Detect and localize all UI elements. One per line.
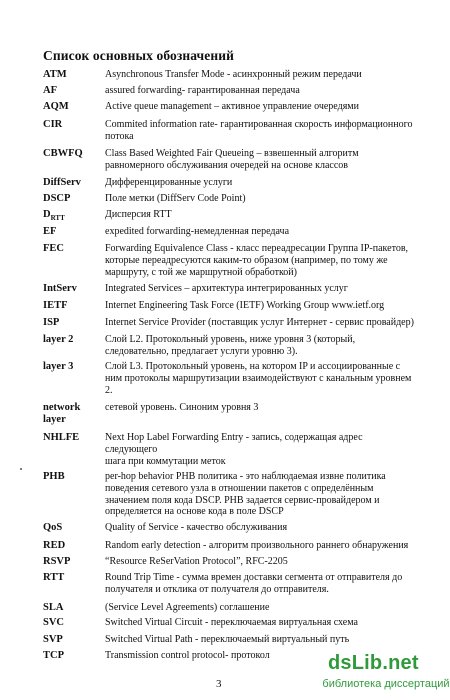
glossary-term: NHLFE [43, 432, 80, 443]
glossary-definition: Random early detection - алгоритм произвольного раннего обнаружения [105, 540, 409, 551]
glossary-definition: Commited information rate- гарантированная скорость информационного потока [105, 119, 413, 142]
glossary-term: AF [43, 85, 57, 96]
glossary-term: RTT [43, 572, 65, 583]
glossary-term: IntServ [43, 283, 77, 294]
glossary-term: $D_{RTT}$ [43, 209, 65, 223]
watermark [322, 650, 450, 700]
glossary-definition: per-hop behavior PHB политика - это наблюдаемая извне политика поведения сетевого узла в отношении пакетов с определённым значением поля кода DSCP. PHB задается сервис-провайдером и определяется на основе кода в поле DSCP [105, 471, 386, 518]
page-number: 3 [216, 678, 222, 690]
glossary-definition: Forwarding Equivalence Class - класс переадресации Группа IP-пакетов, которые переадресуются каким-то образом (например, по тому же маршруту, с той же маршрутной обработкой) [105, 243, 409, 278]
glossary-term: SVP [43, 634, 63, 645]
glossary-definition: Switched Virtual Circuit - переключаемая виртуальная схема [105, 617, 358, 628]
glossary-term: network layer [43, 402, 81, 425]
glossary-definition: Next Hop Label Forwarding Entry - запись, содержащая адрес следующего шага при коммутации меток [105, 432, 363, 467]
glossary-term: RSVP [43, 556, 71, 567]
glossary-term: FEC [43, 243, 64, 254]
glossary-term: PHB [43, 471, 65, 482]
glossary-term: ATM [43, 69, 67, 80]
glossary-definition: assured forwarding- гарантированная передача [105, 85, 300, 96]
glossary-term: AQM [43, 101, 69, 112]
glossary-definition: Integrated Services – архитектура интегрированных услуг [105, 283, 348, 294]
glossary-definition: Internet Engineering Task Force (IETF) Working Group www.ietf.org [105, 300, 385, 311]
margin-dot [20, 468, 22, 470]
glossary-term: layer 2 [43, 334, 74, 345]
glossary-term: layer 3 [43, 361, 74, 372]
glossary-term: DSCP [43, 193, 71, 204]
glossary-term: EF [43, 226, 57, 237]
glossary-definition: Asynchronous Transfer Mode - асинхронный режим передачи [105, 69, 362, 80]
glossary-definition: (Service Level Agreements) соглашение [105, 602, 270, 613]
glossary-definition: Class Based Weighted Fair Queueing – взвешенный алгоритм равномерного обслуживания очередей на основе классов [105, 148, 359, 171]
glossary-term: CIR [43, 119, 63, 130]
glossary-definition: “Resource ReSerVation Protocol”, RFC-2205 [105, 556, 288, 567]
glossary-term: RED [43, 540, 66, 551]
glossary-definition: Quality of Service - качество обслуживания [105, 522, 288, 533]
glossary-definition: Internet Service Provider (поставщик услуг Интернет - сервис провайдер) [105, 317, 414, 328]
glossary-definition: Дисперсия RTT [105, 209, 172, 220]
glossary-term: ISP [43, 317, 60, 328]
watermark-subtitle: библиотека диссертаций [322, 678, 450, 690]
glossary-definition: Active queue management – активное управление очередями [105, 101, 359, 112]
glossary-definition: Поле метки (DiffServ Code Point) [105, 193, 246, 204]
page-heading: Список основных обозначений [43, 48, 234, 63]
glossary-term: SVC [43, 617, 65, 628]
glossary-definition: Switched Virtual Path - переключаемый виртуальный путь [105, 634, 350, 645]
glossary-term: DiffServ [43, 177, 81, 188]
glossary-term: TCP [43, 650, 64, 661]
glossary-term-subscript: RTT [50, 214, 65, 223]
watermark-logo: dsLib.net [328, 652, 419, 674]
glossary-definition: Дифференцированные услуги [105, 177, 233, 188]
glossary-definition: Round Trip Time - сумма времен доставки сегмента от отправителя до получателя и отклика от получателя до отправителя. [105, 572, 403, 595]
glossary-definition: Transmission control protocol- протокол [105, 650, 270, 661]
glossary-definition: Слой L3. Протокольный уровень, на котором IP и ассоциированные с ним протоколы маршрутизации взаимодействуют с канальным уровнем 2. [105, 361, 412, 396]
glossary-definition: expedited forwarding-немедленная передача [105, 226, 290, 237]
glossary-term: QoS [43, 522, 63, 533]
glossary-definition: Слой L2. Протокольный уровень, ниже уровня 3 (который, следовательно, предлагает услуги уровню 3). [105, 334, 356, 357]
glossary-term: IETF [43, 300, 68, 311]
glossary-term: CBWFQ [43, 148, 83, 159]
glossary-term: SLA [43, 602, 64, 613]
glossary-definition: сетевой уровень. Синоним уровня 3 [105, 402, 259, 413]
